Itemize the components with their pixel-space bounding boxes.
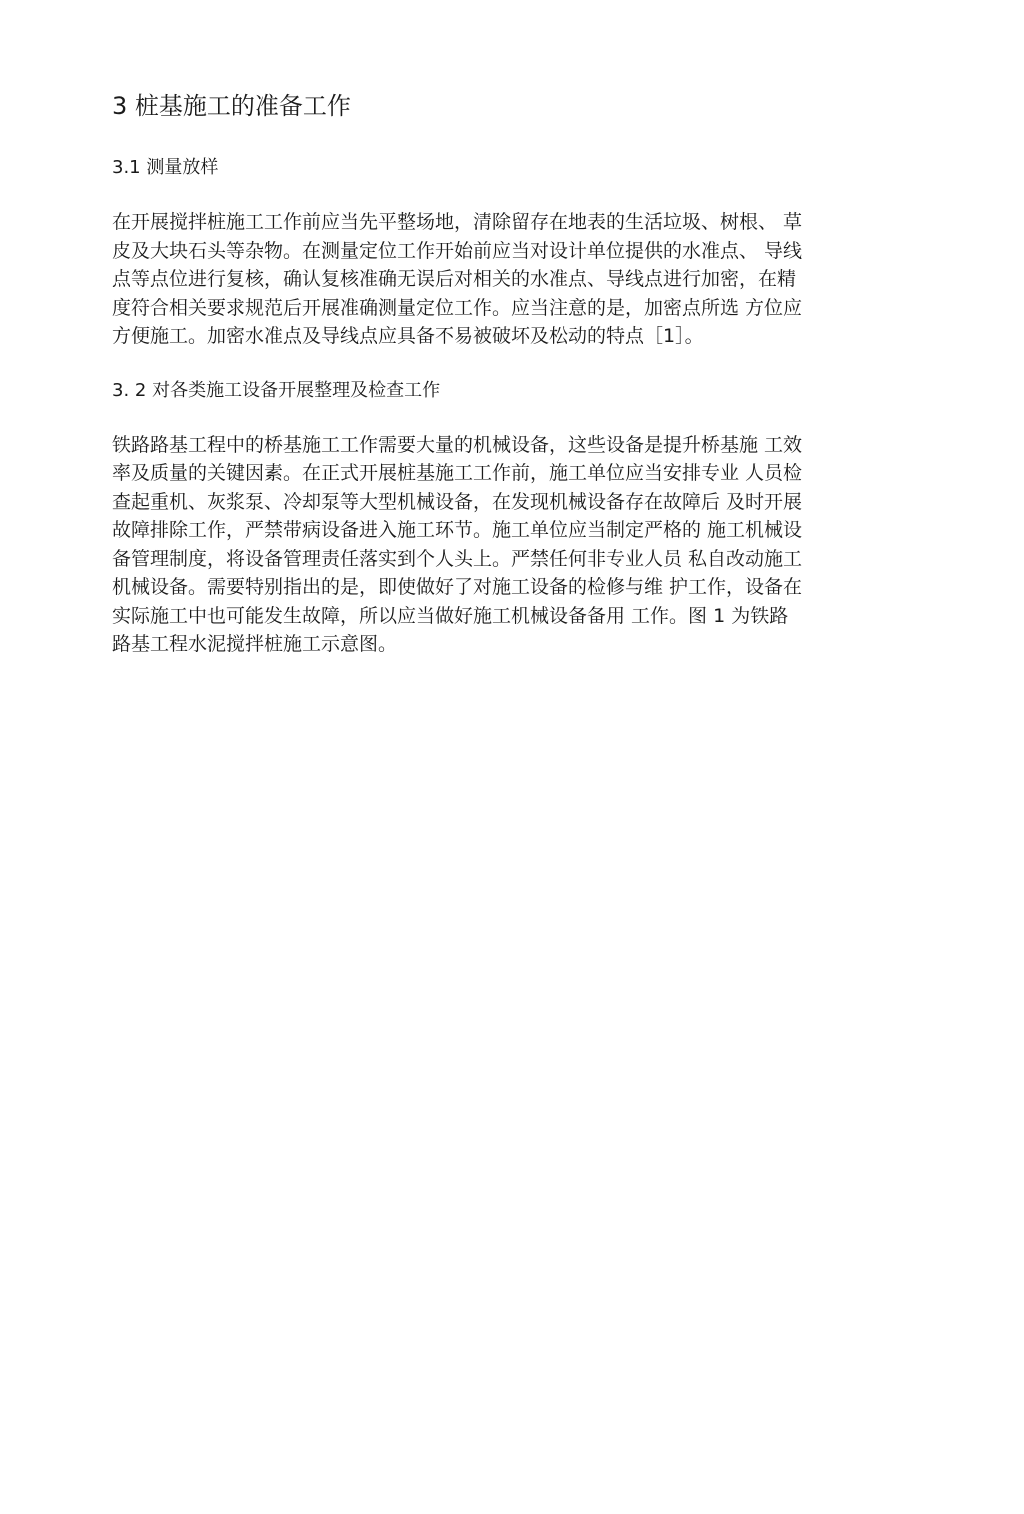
paragraph-line: 度符合相关要求规范后开展准确测量定位工作。应当注意的是，加密点所选 方位应 bbox=[112, 296, 803, 319]
paragraph-line: 率及质量的关键因素。在正式开展桩基施工工作前，施工单位应当安排专业 人员检 bbox=[112, 462, 803, 484]
paragraph-line: 在开展搅拌桩施工工作前应当先平整场地，清除留存在地表的生活垃圾、树根、 草 bbox=[112, 211, 803, 233]
paragraph-line: 查起重机、灰浆泵、冷却泵等大型机械设备，在发现机械设备存在故障后 及时开展 bbox=[112, 490, 803, 513]
paragraph-line: 机械设备。需要特别指出的是，即使做好了对施工设备的检修与维 护工作，设备在 bbox=[112, 576, 803, 598]
paragraph-line: 故障排除工作，严禁带病设备进入施工环节。施工单位应当制定严格的 施工机械设 bbox=[112, 519, 803, 541]
paragraph-line: 实际施工中也可能发生故障，所以应当做好施工机械设备备用 工作。图 1 为铁路 bbox=[112, 604, 789, 627]
paragraph-line: 皮及大块石头等杂物。在测量定位工作开始前应当对设计单位提供的水准点、 导线 bbox=[112, 239, 803, 262]
subsection-heading-3-2: 3. 2 对各类施工设备开展整理及检查工作 bbox=[112, 379, 441, 401]
subsection-heading-3-1: 3.1 测量放样 bbox=[112, 157, 219, 178]
paragraph-line: 铁路路基工程中的桥基施工工作需要大量的机械设备，这些设备是提升桥基施 工效 bbox=[112, 433, 803, 456]
paragraph-line: 点等点位进行复核，确认复核准确无误后对相关的水准点、导线点进行加密，在精 bbox=[112, 268, 797, 290]
paragraph-line: 路基工程水泥搅拌桩施工示意图。 bbox=[112, 633, 398, 655]
paragraph-survey-layout bbox=[112, 208, 914, 351]
paragraph-line: 备管理制度，将设备管理责任落实到个人头上。严禁任何非专业人员 私自改动施工 bbox=[112, 547, 803, 570]
paragraph-line: 方便施工。加密水准点及导线点应具备不易被破坏及松动的特点［1］。 bbox=[112, 325, 704, 347]
section-title: 3 桩基施工的准备工作 bbox=[112, 92, 351, 120]
paragraph-equipment-inspection bbox=[112, 431, 914, 659]
document-body bbox=[112, 88, 914, 685]
